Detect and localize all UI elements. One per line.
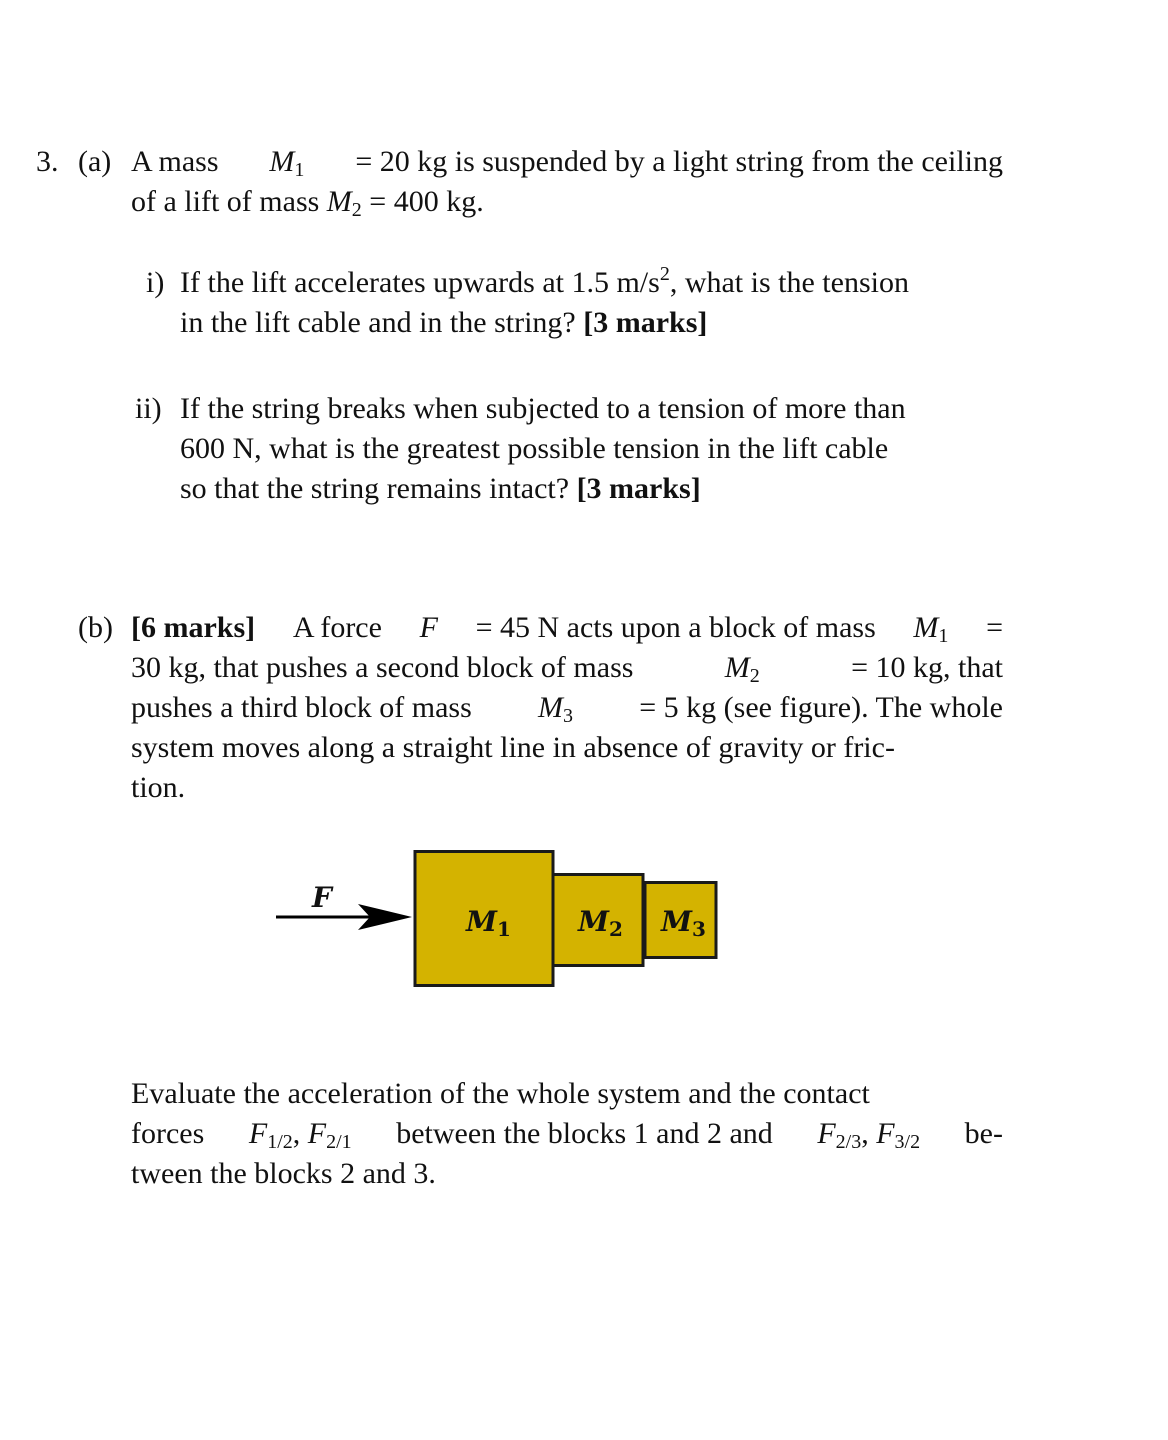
part-b-line5: tion. [131, 771, 186, 804]
part-b-marks: [6 marks] [131, 611, 256, 644]
block-m2-label: $M_2$ [578, 905, 623, 941]
part-a-label: (a) [78, 145, 112, 178]
sub-ii-marks: [3 marks] [576, 472, 701, 505]
eval-line3: tween the blocks 2 and 3. [131, 1157, 436, 1190]
sub-i-line2: in the lift cable and in the string? [3 marks] [180, 306, 708, 339]
eval-line1: Evaluate the acceleration of the whole system and the contact [131, 1077, 870, 1110]
sub-ii-label: ii) [135, 392, 162, 425]
part-b-line3: pushes a third block of mass $M_3$ = 5 kg (see figure). The whole [131, 691, 1003, 727]
block-m1-label: $M_1$ [466, 905, 511, 941]
sub-i-line1: If the lift accelerates upwards at 1.5 $m/s^2$, what is the tension [180, 263, 909, 299]
part-b-line1: [6 marks] A force F = 45 N acts upon a block of mass $M_1$ = [131, 608, 1003, 648]
force-label: F [312, 881, 332, 914]
sub-i-marks: [3 marks] [583, 306, 708, 339]
part-a-intro-line1: A mass $M_1$ = 20 kg is suspended by a light string from the ceiling [131, 145, 1003, 181]
sub-ii-line2: 600 N, what is the greatest possible tension in the lift cable [180, 432, 889, 465]
block-m3-label: $M_3$ [661, 905, 706, 941]
question-number: 3. [36, 145, 59, 178]
part-b-line4: system moves along a straight line in absence of gravity or fric- [131, 731, 895, 764]
part-a-intro-line2: of a lift of mass $M_2 = 400$ kg. [131, 185, 484, 221]
part-b-line2: 30 kg, that pushes a second block of mass $M_2$ = 10 kg, that [131, 651, 1003, 687]
sub-i-label: i) [146, 266, 165, 299]
blocks-figure [276, 850, 721, 990]
sub-ii-line3: so that the string remains intact? [3 marks] [180, 472, 701, 505]
part-b-label: (b) [78, 611, 113, 644]
sub-ii-line1: If the string breaks when subjected to a tension of more than [180, 392, 906, 425]
eval-line2: forces $F_{1/2}$, $F_{2/1}$ between the blocks 1 and 2 and $F_{2/3}$, $F_{3/2}$ be- [131, 1117, 1003, 1153]
